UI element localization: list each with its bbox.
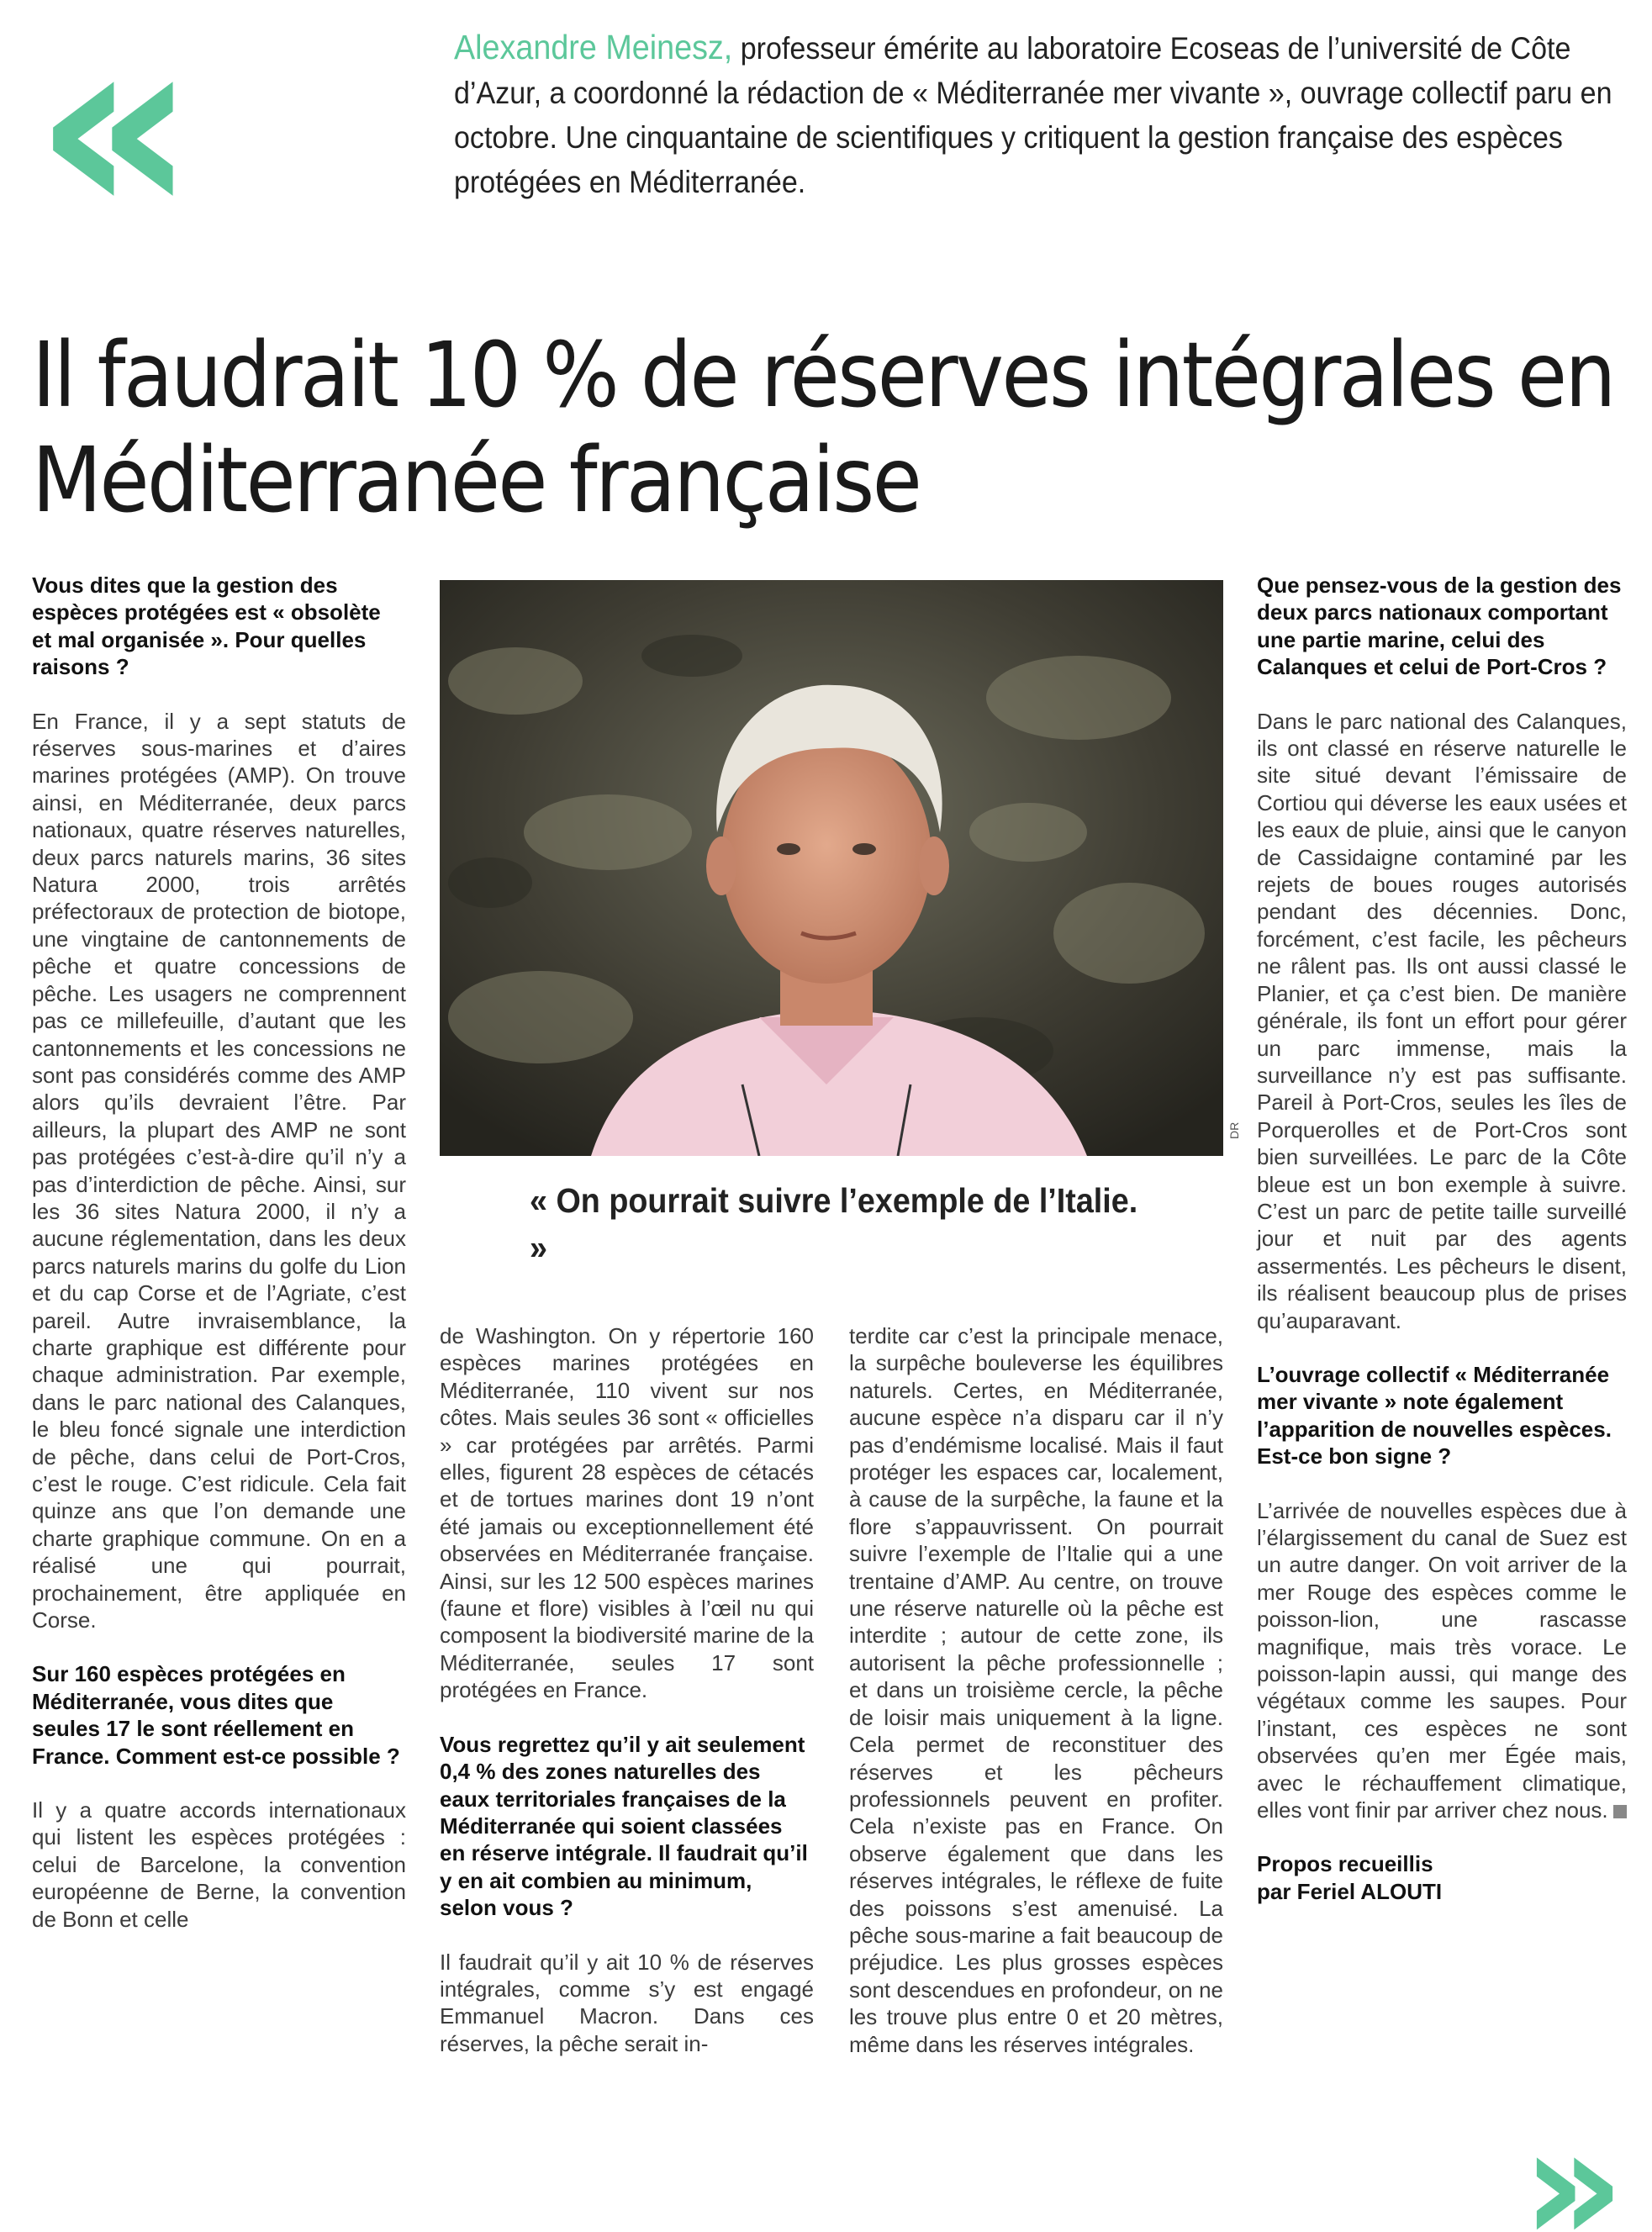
signature-line-2: par Feriel ALOUTI bbox=[1257, 1878, 1443, 1904]
answer-3-continued: terdite car c’est la principale menace, la surpêche bouleverse les équilibres naturels. Certes, en Méditerranée, aucune espèce n’a disparu car il n’y pas d’endémisme localisé. Mais il faut protéger les espaces car, localement, à cause de la surpêche, la faune et la flore s’appauvrissent. On pourrait suivre l’exemple de l’Italie qui a une trentaine d’AMP. Au centre, on trouve une réserve naturelle où la pêche est interdite ; autour de cette zone, ils autorisent la pêche professionnelle ; et dans un troisième cercle, la pêche de loisir mais uniquement à la ligne. Cela permet de reconstituer des réserves et les pêcheurs professionnels peuvent en profiter. Cela n’existe pas en France. On observe également que dans les réserves intégrales, le réflexe de fuite des poissons s’est amenuisé. La pêche sous-marine a fait beaucoup de préjudice. Les plus grosses espèces sont descendues en profondeur, on ne les trouve plus entre 0 et 20 mètres, même dans les réserves intégrales. bbox=[849, 1323, 1223, 2057]
photo-credit: DR bbox=[1227, 1121, 1241, 1139]
question-4: Que pensez-vous de la gestion des deux parcs nationaux comportant une partie marine, celui des Calanques et celui de Port-Cros ? bbox=[1257, 573, 1622, 680]
answer-2-continued: de Washington. On y répertorie 160 espèces marines protégées en Méditerranée, 110 vivent sur nos côtes. Mais seules 36 sont « officielles » car protégées par arrêtés. Parmi elles, figurent 28 espèces de cétacés et de tortues marines dont 19 n’ont été jamais ou exceptionnellement été observées en Méditerranée française. Ainsi, sur les 12 500 espèces marines (faune et flore) visibles à l’œil nu qui composent la biodiversité marine de la Méditerranée, seules 17 sont protégées en France. bbox=[440, 1323, 814, 1703]
column-2 bbox=[440, 1322, 814, 2084]
end-mark-icon bbox=[1613, 1805, 1627, 1818]
column-4 bbox=[1257, 572, 1627, 1932]
answer-3: Il faudrait qu’il y ait 10 % de réserves intégrales, comme s’y est engagé Emmanuel Macron. Dans ces réserves, la pêche serait in- bbox=[440, 1949, 814, 2056]
signature bbox=[1257, 1850, 1627, 1905]
question-1: Vous dites que la gestion des espèces protégées est « obsolète et mal organisée ». Pour quelles raisons ? bbox=[32, 573, 381, 680]
close-quote-mark-icon: » bbox=[1522, 2092, 1625, 2232]
photo-caption: « On pourrait suivre l’exemple de l’Italie. » bbox=[530, 1181, 1138, 1267]
answer-5 bbox=[1257, 1497, 1627, 1824]
answer-5-text: L’arrivée de nouvelles espèces due à l’élargissement du canal de Suez est un autre danger. On voit arriver de la mer Rouge des espèces comme le poisson-lion, une rascasse magnifique, mais très vorace. Le poisson-lapin aussi, qui mange des végétaux comme les saupes. Pour l’instant, ces espèces ne sont observées qu’en mer Égée mais, avec le réchauffement climatique, elles vont finir par arriver chez nous. bbox=[1257, 1497, 1627, 1823]
column-1 bbox=[32, 572, 406, 1960]
column-3 bbox=[849, 1322, 1223, 2085]
answer-2: Il y a quatre accords internationaux qui listent les espèces protégées : celui de Barcelone, la convention européenne de Berne, la convention de Bonn et celle bbox=[32, 1797, 406, 1932]
question-2: Sur 160 espèces protégées en Méditerranée, vous dites que seules 17 le sont réellement en France. Comment est-ce possible ? bbox=[32, 1661, 400, 1769]
intro-text: professeur émérite au laboratoire Ecoseas de l’université de Côte d’Azur, a coordonné la rédaction de « Méditerranée mer vivante », ouvrage collectif paru en octobre. Une cinquantaine de scientifiques y critiquent la gestion française des espèces protégées en Méditerranée. bbox=[454, 31, 1612, 199]
question-5: L’ouvrage collectif « Méditerranée mer vivante » note également l’apparition de nouvelles espèces. Est-ce bon signe ? bbox=[1257, 1361, 1612, 1470]
headline: Il faudrait 10 % de réserves intégrales en Méditerranée française bbox=[32, 324, 1614, 533]
signature-line-1: Propos recueillis bbox=[1257, 1851, 1433, 1877]
author-name: Alexandre Meinesz, bbox=[454, 28, 733, 66]
answer-1: En France, il y a sept statuts de réserves sous-marines et d’aires marines protégées (AMP). On trouve ainsi, en Méditerranée, deux parcs nationaux, quatre réserves naturelles, deux parcs naturels marins, 36 sites Natura 2000, trois arrêtés préfectoraux de protection de biotope, une vingtaine de cantonnements de pêche et quatre concessions de pêche. Les usagers ne comprennent pas ce millefeuille, d’autant que les cantonnements et les concessions ne sont pas considérés comme des AMP alors qu’ils devraient l’être. Par ailleurs, la plupart des AMP ne sont pas protégées c’est-à-dire qu’il n’y a pas d’interdiction de pêche. Ainsi, sur les 36 sites Natura 2000, il n’y a aucune réglementation, dans les deux parcs naturels marins du golfe du Lion et du cap Corse et de l’Agriate, c’est pareil. Autre invraisemblance, la charte graphique est différente pour chaque administration. Par exemple, dans le parc national des Calanques, le bleu foncé signale une interdiction de pêche, dans celui de Port-Cros, c’est le rouge. C’est ridicule. Cela fait quinze ans que l’on demande une charte graphique commune. On en a réalisé une qui pourrait, prochainement, être appliquée en Corse. bbox=[32, 708, 406, 1633]
answer-4: Dans le parc national des Calanques, ils ont classé en réserve naturelle le site situé devant l’émissaire de Cortiou qui déverse les eaux usées et les eaux de pluie, ainsi que le canyon de Cassidaigne contaminé par les rejets de boues rouges autorisés pendant des décennies. Donc, forcément, c’est facile, les pêcheurs ne râlent pas. Ils ont aussi classé le Planier, et ça c’est bien. De manière générale, ils font un effort pour gérer un parc immense, mais la surveillance n’y est pas suffisante. Pareil à Port-Cros, seules les îles de Porquerolles et de Port-Cros sont bien surveillées. Le parc de la Côte bleue est un bon exemple à suivre. C’est un parc de petite taille surveillé jour et nuit par des agents assermentés. Les pêcheurs le disent, ils réalisent beaucoup plus de prises qu’auparavant. bbox=[1257, 708, 1627, 1333]
intro-paragraph bbox=[454, 25, 1622, 204]
question-3: Vous regrettez qu’il y ait seulement 0,4 % des zones naturelles des eaux territoriales françaises de la Méditerranée qui soient classées en réserve intégrale. Il faudrait qu’il y en ait combien au minimum, selon vous ? bbox=[440, 1731, 808, 1921]
portrait-illustration bbox=[440, 580, 1223, 1156]
portrait-photo bbox=[440, 580, 1223, 1156]
open-quote-mark-icon: « bbox=[34, 0, 197, 272]
